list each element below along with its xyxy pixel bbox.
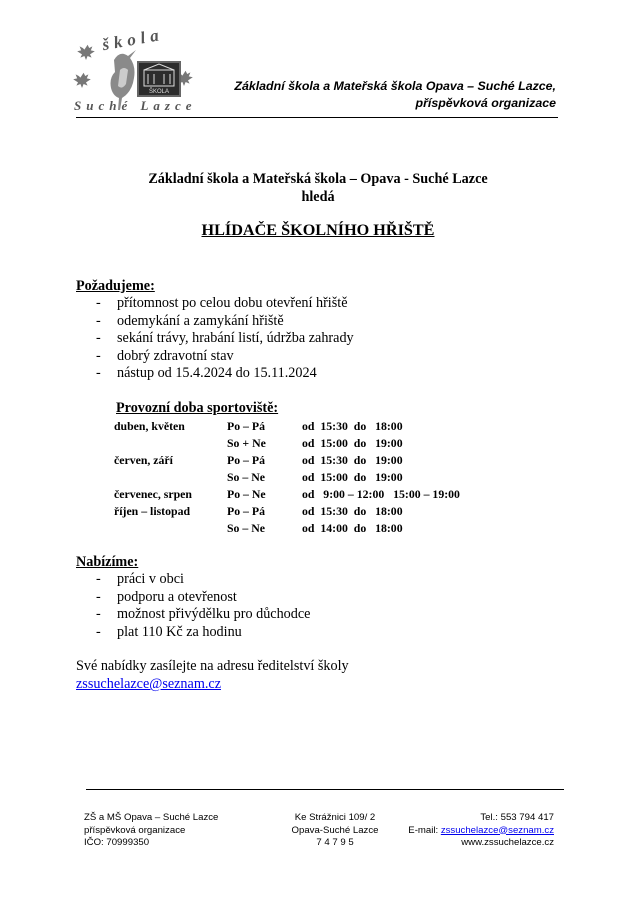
- header-divider: [76, 117, 558, 118]
- table-row: [114, 520, 502, 537]
- list-item: - nástup od 15.4.2024 do 15.11.2024: [96, 365, 354, 383]
- table-row: [114, 452, 502, 469]
- logo-sign-text: ŠKOLA: [148, 89, 170, 95]
- days-cell: Po – Pá: [227, 504, 266, 518]
- period-cell: [114, 469, 227, 486]
- logo-bottom-text: Suché Lazce: [74, 98, 197, 113]
- requirements-heading: Požadujeme:: [76, 278, 155, 294]
- days-cell: Po – Ne: [227, 487, 266, 501]
- schedule-table: [114, 418, 502, 537]
- footer-street: Ke Strážnici 109/ 2: [294, 812, 376, 823]
- footer-address: [270, 812, 400, 850]
- footer-email-link[interactable]: zssuchelazce@seznam.cz: [440, 824, 554, 836]
- logo-top-text: škola: [100, 24, 165, 55]
- title-line-1: Základní škola a Mateřská škola – Opava - Suché Lazce: [148, 171, 488, 187]
- list-item: - sekání trávy, hrabání listí, údržba zahrady: [96, 330, 354, 348]
- footer-ico: IČO: 70999350: [84, 837, 150, 848]
- offer-heading: Nabízíme:: [76, 554, 139, 570]
- offer-list: [96, 571, 310, 641]
- table-row: [114, 418, 502, 435]
- list-item: - práci v obci: [96, 571, 310, 589]
- footer-web: www.zssuchelazce.cz: [461, 837, 554, 848]
- period-cell: [114, 435, 227, 452]
- footer-city: Opava-Suché Lazce: [291, 824, 379, 836]
- period-cell: duben, květen: [114, 419, 185, 433]
- hours-cell: od 15:30 do 18:00: [302, 504, 403, 518]
- table-row: [114, 435, 502, 452]
- footer-email-row: [408, 825, 554, 838]
- hours-cell: od 15:30 do 18:00: [302, 419, 403, 433]
- table-row: [114, 503, 502, 520]
- footer-email-label: E-mail:: [408, 824, 441, 836]
- hours-cell: od 15:00 do 19:00: [302, 470, 403, 484]
- period-cell: červen, září: [114, 453, 173, 467]
- hours-cell: od 15:30 do 19:00: [302, 453, 403, 467]
- header-line-2: příspěvková organizace: [415, 96, 556, 110]
- list-item: - podporu a otevřenost: [96, 589, 310, 607]
- days-cell: So + Ne: [227, 436, 266, 450]
- title-line-2: hledá: [301, 189, 335, 205]
- table-row: [114, 486, 502, 503]
- schedule-heading: Provozní doba sportoviště:: [116, 400, 279, 416]
- footer-divider: [86, 789, 564, 790]
- footer-zip: 7 4 7 9 5: [316, 837, 354, 848]
- list-item: - odemykání a zamykání hřiště: [96, 313, 354, 331]
- days-cell: So – Ne: [227, 521, 266, 535]
- list-item: - možnost přivýdělku pro důchodce: [96, 606, 310, 624]
- contact-email-link[interactable]: zssuchelazce@seznam.cz: [76, 676, 221, 692]
- announcement-intro: [60, 170, 576, 206]
- hours-cell: od 15:00 do 19:00: [302, 436, 403, 450]
- page-title: HLÍDAČE ŠKOLNÍHO HŘIŠTĚ: [201, 221, 435, 239]
- header-line-1: Základní škola a Mateřská škola Opava – Suché Lazce,: [234, 79, 556, 93]
- header-organization: [196, 78, 556, 112]
- days-cell: Po – Pá: [227, 419, 266, 433]
- list-item: - přítomnost po celou dobu otevření hřiště: [96, 295, 354, 313]
- list-item: - plat 110 Kč za hodinu: [96, 624, 310, 642]
- footer-org-type: příspěvková organizace: [84, 824, 186, 836]
- footer-phone: Tel.: 553 794 417: [480, 812, 554, 823]
- hours-cell: od 14:00 do 18:00: [302, 521, 403, 535]
- period-cell: říjen – listopad: [114, 504, 191, 518]
- table-row: [114, 469, 502, 486]
- contact-intro: Své nabídky zasílejte na adresu ředitelství školy: [76, 658, 349, 674]
- hours-cell: od 9:00 – 12:00 15:00 – 19:00: [302, 487, 460, 501]
- days-cell: So – Ne: [227, 470, 266, 484]
- requirements-list: [96, 295, 354, 383]
- list-item: - dobrý zdravotní stav: [96, 348, 354, 366]
- school-logo: [72, 24, 202, 118]
- period-cell: červenec, srpen: [114, 487, 192, 501]
- footer-contact: [408, 812, 554, 850]
- footer-organization: [84, 812, 218, 850]
- period-cell: [114, 520, 227, 537]
- footer-org-name: ZŠ a MŠ Opava – Suché Lazce: [84, 812, 219, 823]
- days-cell: Po – Pá: [227, 453, 266, 467]
